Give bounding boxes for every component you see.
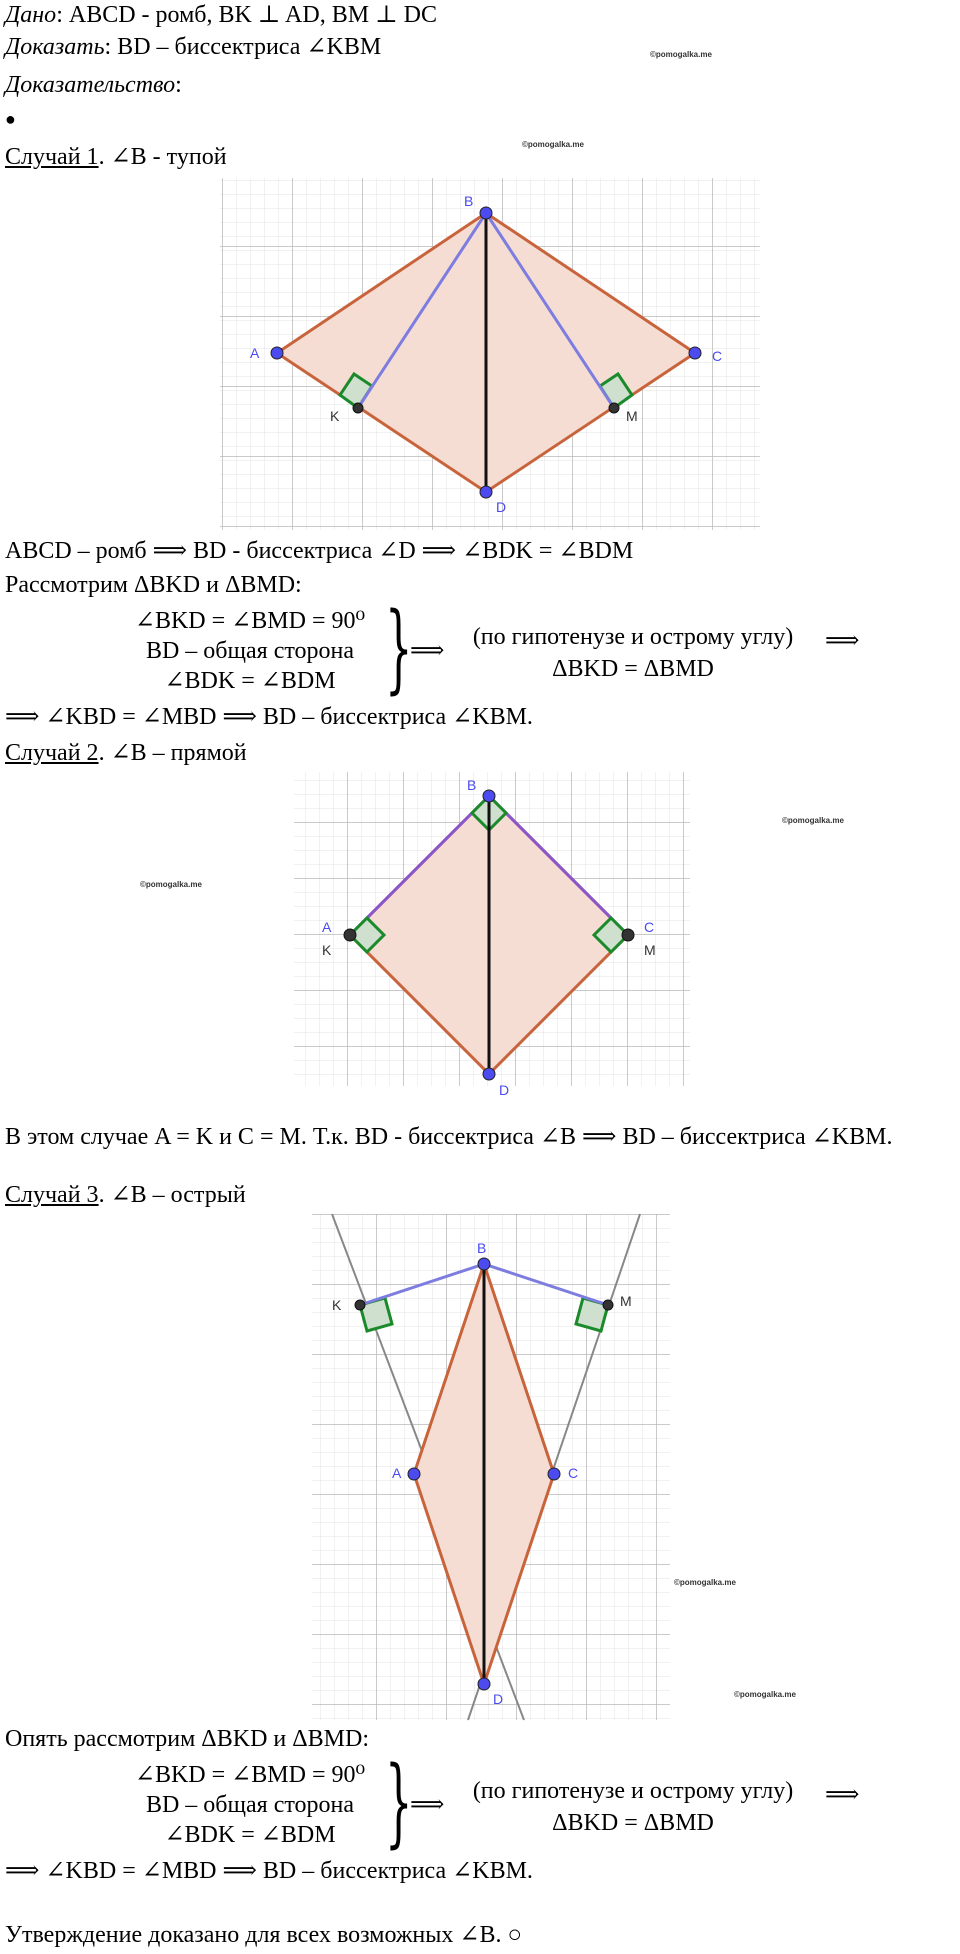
vertex-B: [483, 790, 495, 802]
case1-heading: [5, 142, 227, 172]
point-M: [609, 403, 619, 413]
system-arrow: ⟹: [410, 638, 445, 664]
point-A-K: [344, 929, 356, 941]
case2-rest: . ∠B – прямой: [98, 740, 247, 766]
label-M: M: [620, 1293, 632, 1309]
vertex-D: [478, 1678, 490, 1690]
label-B: B: [477, 1240, 487, 1256]
label-A: A: [322, 919, 332, 935]
label-B: B: [464, 193, 474, 209]
vertex-B: [480, 207, 492, 219]
prove-line: [5, 32, 381, 62]
label-M: M: [644, 942, 656, 958]
watermark: ©pomogalka.me: [140, 880, 202, 889]
system-reason: (по гипотенузе и острому углу): [472, 624, 794, 650]
system-arrow2: ⟹: [825, 1782, 860, 1808]
point-K: [353, 403, 363, 413]
case1-conclusion: ⟹ ∠KBD = ∠MBD ⟹ BD – биссектриса ∠KBM.: [5, 704, 533, 730]
proof-line: [5, 70, 182, 100]
case3-heading: [5, 1180, 246, 1210]
label-D: D: [493, 1691, 504, 1707]
vertex-B: [478, 1258, 490, 1270]
label-A: A: [392, 1465, 402, 1481]
label-A: A: [250, 345, 260, 361]
case2-heading: [5, 738, 247, 768]
label-K: K: [332, 1297, 342, 1313]
watermark: ©pomogalka.me: [674, 1578, 736, 1587]
brace: }: [385, 1746, 413, 1858]
system-arrow: ⟹: [410, 1792, 445, 1818]
case1-rest: . ∠B - тупой: [98, 144, 227, 170]
case3-rest: . ∠B – острый: [98, 1182, 246, 1208]
brace: }: [385, 592, 413, 704]
case1-title: Случай 1: [5, 144, 99, 170]
label-K: K: [330, 408, 340, 424]
case2-title: Случай 2: [5, 740, 99, 766]
system-result: ΔBKD = ΔBMD: [552, 656, 714, 682]
system-row2: BD – общая сторона: [145, 1792, 355, 1818]
case3-conclusion: ⟹ ∠KBD = ∠MBD ⟹ BD – биссектриса ∠KBM.: [5, 1858, 533, 1884]
case3-title: Случай 3: [5, 1182, 99, 1208]
given-line: [5, 0, 437, 30]
system-row3: ∠BDK = ∠BDM: [164, 668, 336, 694]
given-text: : ABCD - ромб, BK ⊥ AD, BM ⊥ DC: [56, 2, 437, 28]
label-M: M: [626, 408, 638, 424]
vertex-D: [483, 1068, 495, 1080]
label-K: K: [322, 942, 332, 958]
given-label: Дано: [5, 2, 57, 28]
label-C: C: [644, 919, 655, 935]
vertex-C: [689, 347, 701, 359]
label-C: C: [568, 1465, 579, 1481]
case1-line2: Рассмотрим ΔBKD и ΔBMD:: [5, 572, 302, 598]
bullet: ●: [5, 109, 16, 129]
system-case1: [115, 592, 860, 704]
label-B: B: [467, 777, 477, 793]
system-row2: BD – общая сторона: [145, 638, 355, 664]
figure-case3: [312, 1214, 670, 1720]
point-C-M: [622, 929, 634, 941]
system-reason: (по гипотенузе и острому углу): [472, 1778, 794, 1804]
label-D: D: [499, 1082, 510, 1098]
system-row3: ∠BDK = ∠BDM: [164, 1822, 336, 1848]
point-M: [603, 1300, 613, 1310]
watermark: ©pomogalka.me: [522, 140, 584, 149]
case2-line: В этом случае A = K и C = M. Т.к. BD - биссектриса ∠B ⟹ BD – биссектриса ∠KBM.: [5, 1124, 893, 1150]
system-result: ΔBKD = ΔBMD: [552, 1810, 714, 1836]
system-case3: [115, 1746, 860, 1858]
vertex-A: [408, 1468, 420, 1480]
figure-case1: [220, 178, 760, 530]
label-C: C: [712, 348, 723, 364]
vertex-C: [548, 1468, 560, 1480]
vertex-A: [271, 347, 283, 359]
figure-case2: [294, 772, 690, 1098]
case3-line1: Опять рассмотрим ΔBKD и ΔBMD:: [5, 1726, 370, 1752]
vertex-D: [480, 486, 492, 498]
final-statement: Утверждение доказано для всех возможных ∠B. ○: [5, 1922, 523, 1948]
label-D: D: [496, 499, 507, 515]
system-row1: ∠BKD = ∠BMD = 90⁰: [134, 608, 366, 634]
watermark: ©pomogalka.me: [782, 816, 844, 825]
prove-text: : BD – биссектриса ∠KBM: [104, 34, 382, 60]
watermark: ©pomogalka.me: [734, 1690, 796, 1699]
proof-colon: :: [175, 72, 182, 98]
system-arrow2: ⟹: [825, 628, 860, 654]
system-row1: ∠BKD = ∠BMD = 90⁰: [134, 1762, 366, 1788]
proof-label: Доказательство: [5, 72, 176, 98]
watermark: ©pomogalka.me: [650, 50, 712, 59]
point-K: [355, 1300, 365, 1310]
case1-line1: ABCD – ромб ⟹ BD - биссектриса ∠D ⟹ ∠BDK = ∠BDM: [5, 538, 634, 564]
prove-label: Доказать: [5, 34, 105, 60]
